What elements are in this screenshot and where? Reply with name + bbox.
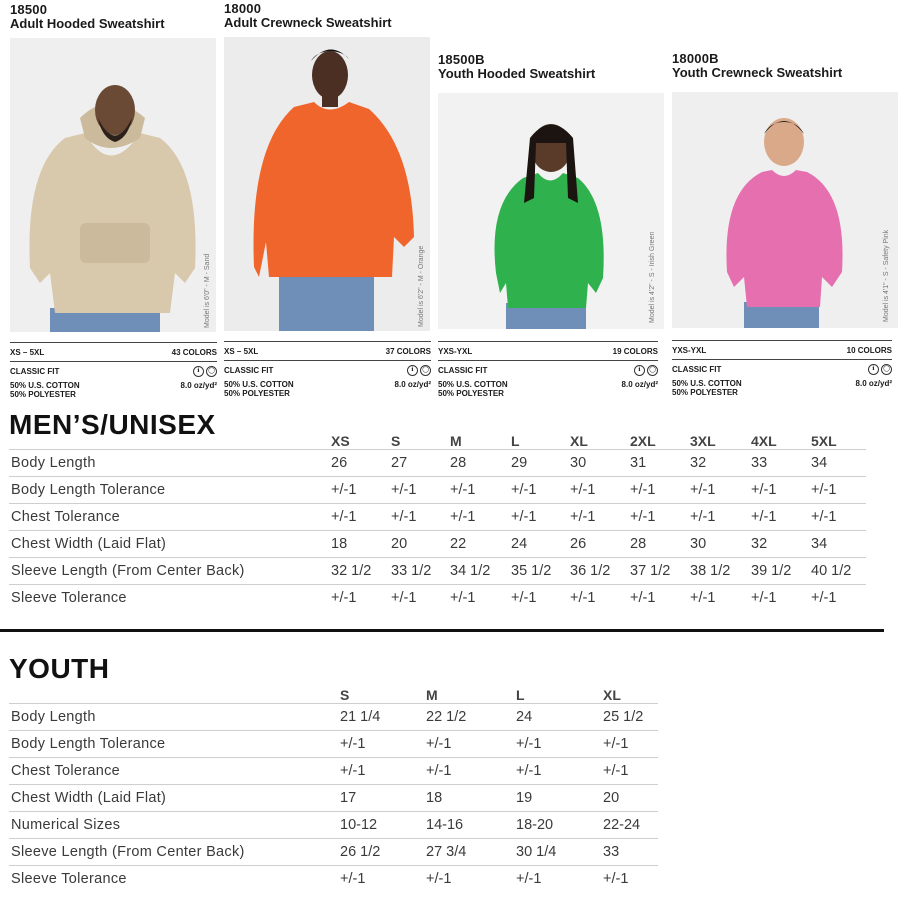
table-cell: 33 [751, 450, 811, 477]
table-cell: 34 1/2 [450, 558, 511, 585]
product-code: 18000 [224, 1, 262, 16]
table-row [9, 585, 866, 612]
table-row [9, 731, 658, 758]
product-photo-youth-crewneck-pink [672, 92, 898, 328]
table-row [9, 450, 866, 477]
youth-section-title: YOUTH [9, 653, 110, 684]
row-label: Body Length [9, 704, 340, 731]
table-cell: +/-1 [570, 504, 630, 531]
table-cell: 26 [570, 531, 630, 558]
table-cell: 20 [391, 531, 450, 558]
table-cell: 24 [516, 704, 603, 731]
table-cell: +/-1 [516, 731, 603, 758]
youth-size-table [9, 686, 658, 892]
product-name: Youth Hooded Sweatshirt [438, 66, 596, 81]
model-figure-image [224, 37, 430, 331]
color-count: 37 COLORS [385, 346, 431, 356]
fit-label: CLASSIC FIT [438, 366, 488, 375]
table-cell: 22 [450, 531, 511, 558]
fit-icon: ℹ ◯ [193, 366, 217, 377]
model-note: Model is 4'2" - S - Irish Green [649, 231, 656, 323]
table-cell: 19 [516, 785, 603, 812]
table-cell: 24 [511, 531, 570, 558]
table-row [9, 839, 658, 866]
table-cell: +/-1 [516, 866, 603, 893]
table-cell: +/-1 [340, 758, 426, 785]
table-cell: 34 [811, 450, 866, 477]
row-label: Chest Width (Laid Flat) [9, 531, 331, 558]
table-cell: 35 1/2 [511, 558, 570, 585]
model-figure-image [672, 92, 898, 328]
table-cell: +/-1 [603, 866, 658, 893]
fabric-weight: 8.0 oz/yd² [394, 380, 431, 389]
size-header: S [391, 433, 401, 449]
fit-icon: ℹ ◯ [868, 364, 892, 375]
row-label: Body Length Tolerance [9, 477, 331, 504]
table-cell: 25 1/2 [603, 704, 658, 731]
size-header: 5XL [811, 433, 837, 449]
table-row [9, 785, 658, 812]
table-cell: +/-1 [603, 731, 658, 758]
table-row [9, 531, 866, 558]
mens-section-title: MEN’S/UNISEX [9, 409, 216, 440]
fit-icon: ℹ ◯ [407, 365, 431, 376]
table-cell: +/-1 [630, 585, 690, 612]
table-header-row [9, 432, 866, 450]
table-cell: +/-1 [751, 504, 811, 531]
table-cell: +/-1 [751, 477, 811, 504]
table-row [9, 504, 866, 531]
label-column-header [9, 686, 340, 704]
model-note: Model is 6'2" - M - Orange [418, 245, 425, 327]
table-cell: +/-1 [340, 866, 426, 893]
table-cell: 40 1/2 [811, 558, 866, 585]
table-cell: 38 1/2 [690, 558, 751, 585]
fabric-weight: 8.0 oz/yd² [180, 381, 217, 390]
table-cell: +/-1 [511, 504, 570, 531]
product-photo-hoodie-sand [10, 38, 216, 332]
size-header: M [450, 433, 462, 449]
table-cell: +/-1 [570, 477, 630, 504]
table-cell: 22 1/2 [426, 704, 516, 731]
table-cell: +/-1 [811, 504, 866, 531]
table-row [9, 558, 866, 585]
table-cell: 31 [630, 450, 690, 477]
table-cell: +/-1 [426, 866, 516, 893]
composition-line: 50% U.S. COTTON [224, 380, 294, 389]
table-cell: 14-16 [426, 812, 516, 839]
composition-line: 50% U.S. COTTON [438, 380, 508, 389]
table-cell: 32 [751, 531, 811, 558]
size-header: 2XL [630, 433, 656, 449]
fit-label: CLASSIC FIT [10, 367, 60, 376]
table-cell: 21 1/4 [340, 704, 426, 731]
table-cell: 20 [603, 785, 658, 812]
row-label: Sleeve Tolerance [9, 585, 331, 612]
table-cell: 18 [426, 785, 516, 812]
table-cell: 34 [811, 531, 866, 558]
table-cell: 27 3/4 [426, 839, 516, 866]
table-cell: 30 [690, 531, 751, 558]
size-header: 3XL [690, 433, 716, 449]
product-name: Adult Hooded Sweatshirt [10, 16, 165, 31]
composition-line: 50% POLYESTER [10, 390, 76, 399]
table-cell: +/-1 [516, 758, 603, 785]
color-count: 19 COLORS [612, 346, 658, 356]
color-count: 43 COLORS [171, 347, 217, 357]
table-cell: +/-1 [690, 477, 751, 504]
model-figure-image [438, 93, 664, 329]
product-photo-youth-hoodie-green [438, 93, 664, 329]
table-row [9, 477, 866, 504]
product-specs [438, 341, 658, 398]
model-figure-image [10, 38, 216, 332]
row-label: Body Length [9, 450, 331, 477]
product-code: 18000B [672, 51, 719, 66]
product-specs [672, 340, 892, 397]
table-cell: +/-1 [603, 758, 658, 785]
table-cell: +/-1 [331, 504, 391, 531]
row-label: Chest Tolerance [9, 758, 340, 785]
table-cell: +/-1 [450, 477, 511, 504]
size-header: 4XL [751, 433, 777, 449]
fabric-weight: 8.0 oz/yd² [855, 379, 892, 388]
size-range: XS – 5XL [10, 347, 45, 357]
product-name: Youth Crewneck Sweatshirt [672, 65, 843, 80]
table-row [9, 812, 658, 839]
table-cell: 37 1/2 [630, 558, 690, 585]
table-cell: 32 1/2 [331, 558, 391, 585]
fabric-weight: 8.0 oz/yd² [621, 380, 658, 389]
fit-label: CLASSIC FIT [224, 366, 274, 375]
product-code: 18500B [438, 52, 485, 67]
table-cell: +/-1 [570, 585, 630, 612]
composition-line: 50% U.S. COTTON [10, 381, 80, 390]
table-cell: +/-1 [391, 504, 450, 531]
size-header: L [516, 687, 525, 703]
table-cell: 27 [391, 450, 450, 477]
table-cell: 22-24 [603, 812, 658, 839]
size-range: YXS-YXL [672, 345, 707, 355]
table-header-row [9, 686, 658, 704]
table-cell: +/-1 [630, 504, 690, 531]
table-cell: 26 [331, 450, 391, 477]
table-cell: +/-1 [811, 477, 866, 504]
size-range: YXS-YXL [438, 346, 473, 356]
size-header: XL [570, 433, 588, 449]
section-divider [0, 629, 884, 632]
table-cell: +/-1 [426, 731, 516, 758]
table-cell: +/-1 [331, 585, 391, 612]
product-specs [224, 341, 431, 398]
fit-icon: ℹ ◯ [634, 365, 658, 376]
row-label: Chest Tolerance [9, 504, 331, 531]
size-header: XS [331, 433, 350, 449]
color-count: 10 COLORS [846, 345, 892, 355]
table-cell: +/-1 [426, 758, 516, 785]
row-label: Sleeve Tolerance [9, 866, 340, 893]
size-header: L [511, 433, 520, 449]
table-cell: +/-1 [630, 477, 690, 504]
table-cell: +/-1 [690, 504, 751, 531]
table-cell: +/-1 [391, 585, 450, 612]
table-cell: +/-1 [450, 585, 511, 612]
model-note: Model is 4'1" - S - Safety Pink [883, 229, 890, 322]
row-label: Numerical Sizes [9, 812, 340, 839]
table-cell: 28 [630, 531, 690, 558]
composition-line: 50% U.S. COTTON [672, 379, 742, 388]
table-cell: 30 1/4 [516, 839, 603, 866]
table-cell: +/-1 [450, 504, 511, 531]
table-cell: +/-1 [511, 477, 570, 504]
composition-line: 50% POLYESTER [672, 388, 738, 397]
composition-line: 50% POLYESTER [438, 389, 504, 398]
size-header: S [340, 687, 350, 703]
composition-line: 50% POLYESTER [224, 389, 290, 398]
table-cell: +/-1 [751, 585, 811, 612]
table-cell: +/-1 [340, 731, 426, 758]
table-cell: 10-12 [340, 812, 426, 839]
table-row [9, 866, 658, 893]
table-cell: 29 [511, 450, 570, 477]
row-label: Sleeve Length (From Center Back) [9, 839, 340, 866]
product-specs [10, 342, 217, 399]
product-18500b-header [438, 53, 645, 81]
table-cell: 26 1/2 [340, 839, 426, 866]
table-cell: 33 [603, 839, 658, 866]
size-header: XL [603, 687, 621, 703]
product-name: Adult Crewneck Sweatshirt [224, 15, 392, 30]
table-cell: 18 [331, 531, 391, 558]
product-18000-header [224, 2, 431, 30]
table-cell: +/-1 [331, 477, 391, 504]
product-18000b-header [672, 52, 879, 80]
table-cell: 32 [690, 450, 751, 477]
size-range: XS – 5XL [224, 346, 259, 356]
table-cell: +/-1 [690, 585, 751, 612]
table-row [9, 758, 658, 785]
table-cell: 36 1/2 [570, 558, 630, 585]
row-label: Chest Width (Laid Flat) [9, 785, 340, 812]
model-note: Model is 6'0" - M - Sand [204, 253, 211, 328]
table-cell: 30 [570, 450, 630, 477]
label-column-header [9, 432, 331, 450]
table-cell: 39 1/2 [751, 558, 811, 585]
table-cell: 33 1/2 [391, 558, 450, 585]
row-label: Sleeve Length (From Center Back) [9, 558, 331, 585]
table-cell: +/-1 [391, 477, 450, 504]
size-header: M [426, 687, 438, 703]
table-row [9, 704, 658, 731]
product-photo-crewneck-orange [224, 37, 430, 331]
table-cell: +/-1 [511, 585, 570, 612]
table-cell: 28 [450, 450, 511, 477]
fit-label: CLASSIC FIT [672, 365, 722, 374]
table-cell: +/-1 [811, 585, 866, 612]
mens-size-table [9, 432, 866, 611]
product-18500-header [10, 3, 217, 31]
table-cell: 18-20 [516, 812, 603, 839]
table-cell: 17 [340, 785, 426, 812]
product-code: 18500 [10, 2, 48, 17]
row-label: Body Length Tolerance [9, 731, 340, 758]
